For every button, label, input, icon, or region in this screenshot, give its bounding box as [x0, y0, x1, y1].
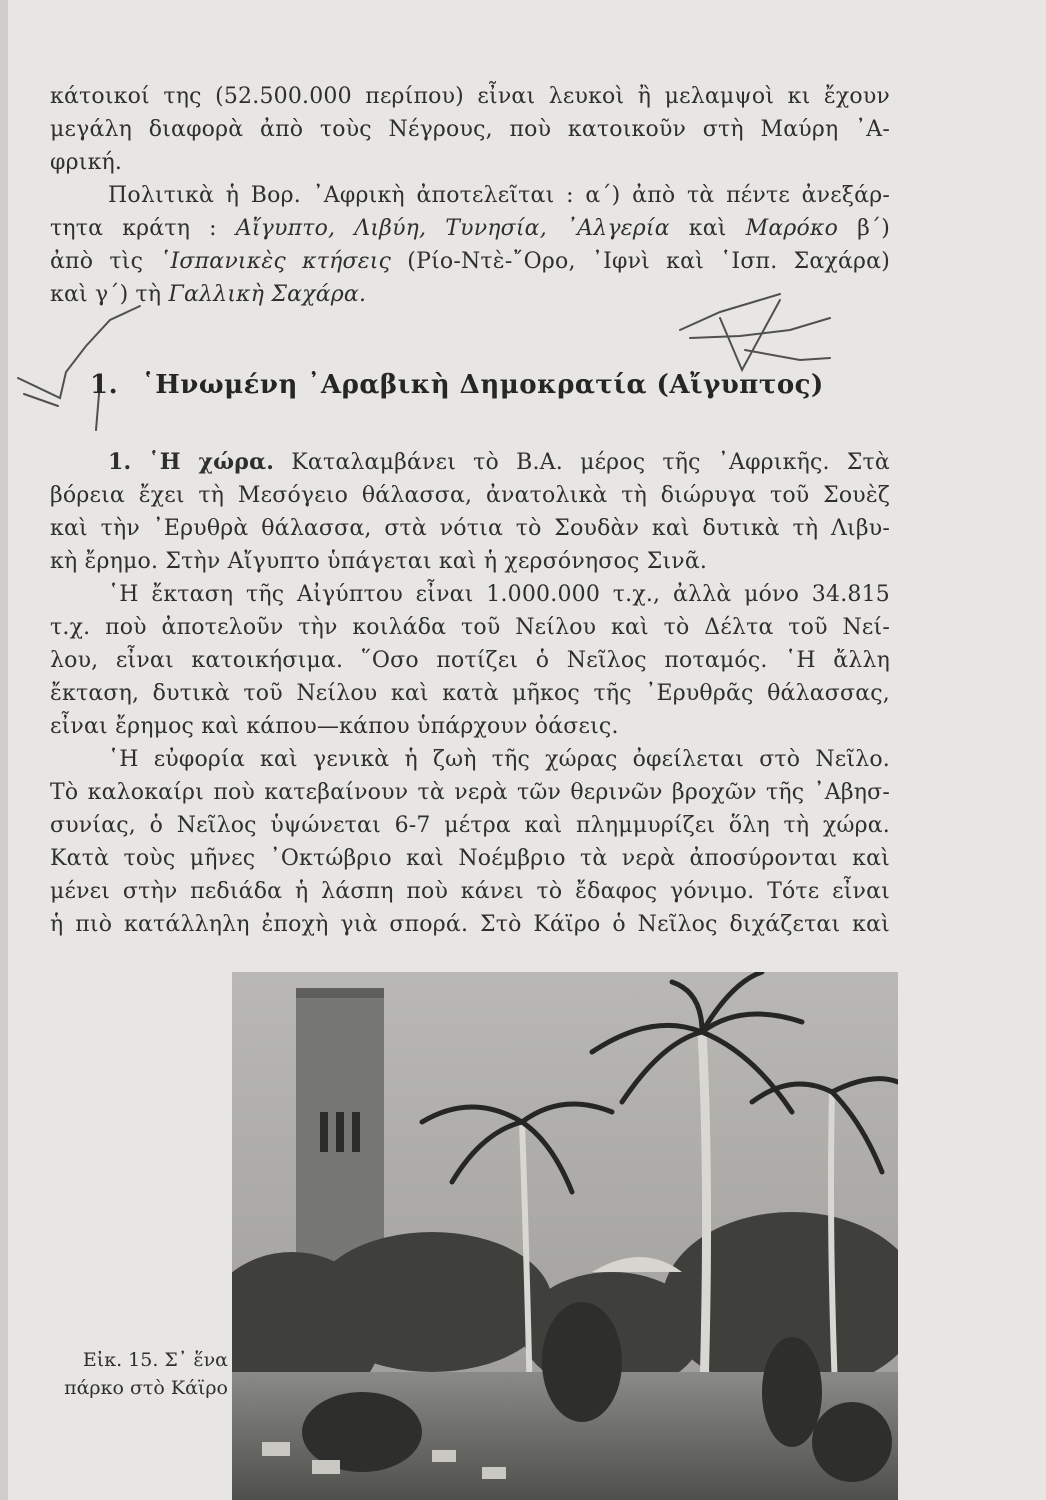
text-line — [50, 212, 890, 245]
text-line: Πολιτικὰ ἡ Βορ. ᾿Αφρικὴ ἀποτελεῖται : α΄) ἀπὸ τὰ πέντε ἀνεξάρ- — [108, 183, 890, 208]
pen-line — [745, 350, 830, 360]
text-line: φρική. — [50, 150, 123, 175]
text-line: συνίας, ὁ Νεῖλος ὑψώνεται 6-7 μέτρα καὶ πλημμυρίζει ὅλη τὴ χώρα. — [50, 813, 890, 838]
text-line — [50, 278, 890, 311]
text-line: βόρεια ἔχει τὴ Μεσόγειο θάλασσα, ἀνατολικὰ τὴ διώρυγα τοῦ Σουὲζ — [50, 483, 890, 508]
text-span: ἀπὸ τὶς — [50, 249, 144, 274]
text-line: λου, εἶναι κατοικήσιμα. ῞Οσο ποτίζει ὁ Νεῖλος ποταμός. ῾Η ἄλλη — [50, 648, 890, 673]
text-span: καὶ — [688, 216, 727, 241]
text-line: τ.χ. ποὺ ἀποτελοῦν τὴν κοιλάδα τοῦ Νείλου καὶ τὸ Δέλτα τοῦ Νεί- — [50, 615, 890, 640]
text-line: καὶ τὴν ᾿Ερυθρὰ θάλασσα, στὰ νότια τὸ Σουδὰν καὶ δυτικὰ τὴ Λιβυ- — [50, 516, 890, 541]
text-line: κάτοικοί της (52.500.000 περίπου) εἶναι λευκοὶ ἢ μελαμψοὶ κι ἔχουν — [50, 84, 890, 109]
body-text — [50, 446, 890, 941]
text-line: μεγάλη διαφορὰ ἀπὸ τοὺς Νέγρους, ποὺ κατοικοῦν στὴ Μαύρη ᾿Α- — [50, 117, 890, 142]
country-name: Μαρόκο — [745, 216, 839, 241]
section-heading — [90, 370, 850, 400]
text-span: β΄) — [857, 216, 890, 241]
text-span: (Ρίο-Ντὲ-῎Ορο, ᾿Ιφνὶ καὶ ῾Ισπ. Σαχάρα) — [407, 249, 890, 274]
pen-line — [24, 394, 58, 406]
country-list: Αἴγυπτο, Λιβύη, Τυνησία, ᾿Αλγερία — [235, 216, 670, 241]
caption-line: πάρκο στὸ Κάϊρο — [64, 1377, 228, 1399]
page-edge-shadow — [0, 0, 8, 1500]
spanish-possessions: ῾Ισπανικὲς κτήσεις — [159, 249, 392, 274]
section-title: ῾Ηνωμένη ᾿Αραβικὴ Δημοκρατία (Αἴγυπτος) — [141, 370, 824, 400]
pen-line — [690, 318, 830, 338]
pen-stroke — [18, 294, 830, 430]
text-line: εἶναι ἔρημος καὶ κάπου—κάπου ὑπάρχουν ὀάσεις. — [50, 714, 619, 739]
text-span: Καταλαμβάνει τὸ Β.Α. μέρος τῆς ᾿Αφρικῆς. Στὰ — [291, 450, 890, 475]
text-line: Τὸ καλοκαίρι ποὺ κατεβαίνουν τὰ νερὰ τῶν θερινῶν βροχῶν τῆς ᾿Αβησ- — [50, 780, 890, 805]
subsection-number: 1. — [108, 449, 132, 475]
subsection-title: ῾Η χώρα. — [148, 449, 275, 475]
caption-line: Εἰκ. 15. Σ᾿ ἕνα — [82, 1349, 228, 1371]
text-line — [50, 245, 890, 278]
park-photo — [232, 972, 898, 1500]
text-line: Κατὰ τοὺς μῆνες ᾿Οκτώβριο καὶ Νοέμβριο τὰ νερὰ ἀποσύρονται καὶ — [50, 846, 890, 871]
text-line: μένει στὴν πεδιάδα ἡ λάσπη ποὺ κάνει τὸ ἔδαφος γόνιμο. Τότε εἶναι — [50, 879, 890, 904]
text-line — [50, 446, 890, 479]
text-span: τητα κράτη : — [50, 216, 217, 241]
text-line: ἔκταση, δυτικὰ τοῦ Νείλου καὶ κατὰ μῆκος τῆς ᾿Ερυθρᾶς θάλασσας, — [50, 681, 890, 706]
text-line: ῾Η εὐφορία καὶ γενικὰ ἡ ζωὴ τῆς χώρας ὀφείλεται στὸ Νεῖλο. — [108, 747, 890, 772]
figure-caption — [52, 1346, 232, 1402]
text-span: καὶ γ΄) τὴ — [50, 282, 162, 307]
text-line: ῾Η ἔκταση τῆς Αἰγύπτου εἶναι 1.000.000 τ.χ., ἀλλὰ μόνο 34.815 — [108, 582, 890, 607]
intro-paragraph — [50, 80, 890, 179]
text-line: ἡ πιὸ κατάλληλη ἐποχὴ γιὰ σπορά. Στὸ Κάϊρο ὁ Νεῖλος διχάζεται καὶ — [50, 912, 890, 937]
park-photo-illustration — [232, 972, 898, 1500]
text-line: κὴ ἔρημο. Στὴν Αἴγυπτο ὑπάγεται καὶ ἡ χερσόνησος Σινᾶ. — [50, 549, 708, 574]
section-number: 1. — [90, 370, 119, 400]
french-sahara: Γαλλικὴ Σαχάρα. — [168, 282, 367, 307]
politics-paragraph — [50, 179, 890, 311]
